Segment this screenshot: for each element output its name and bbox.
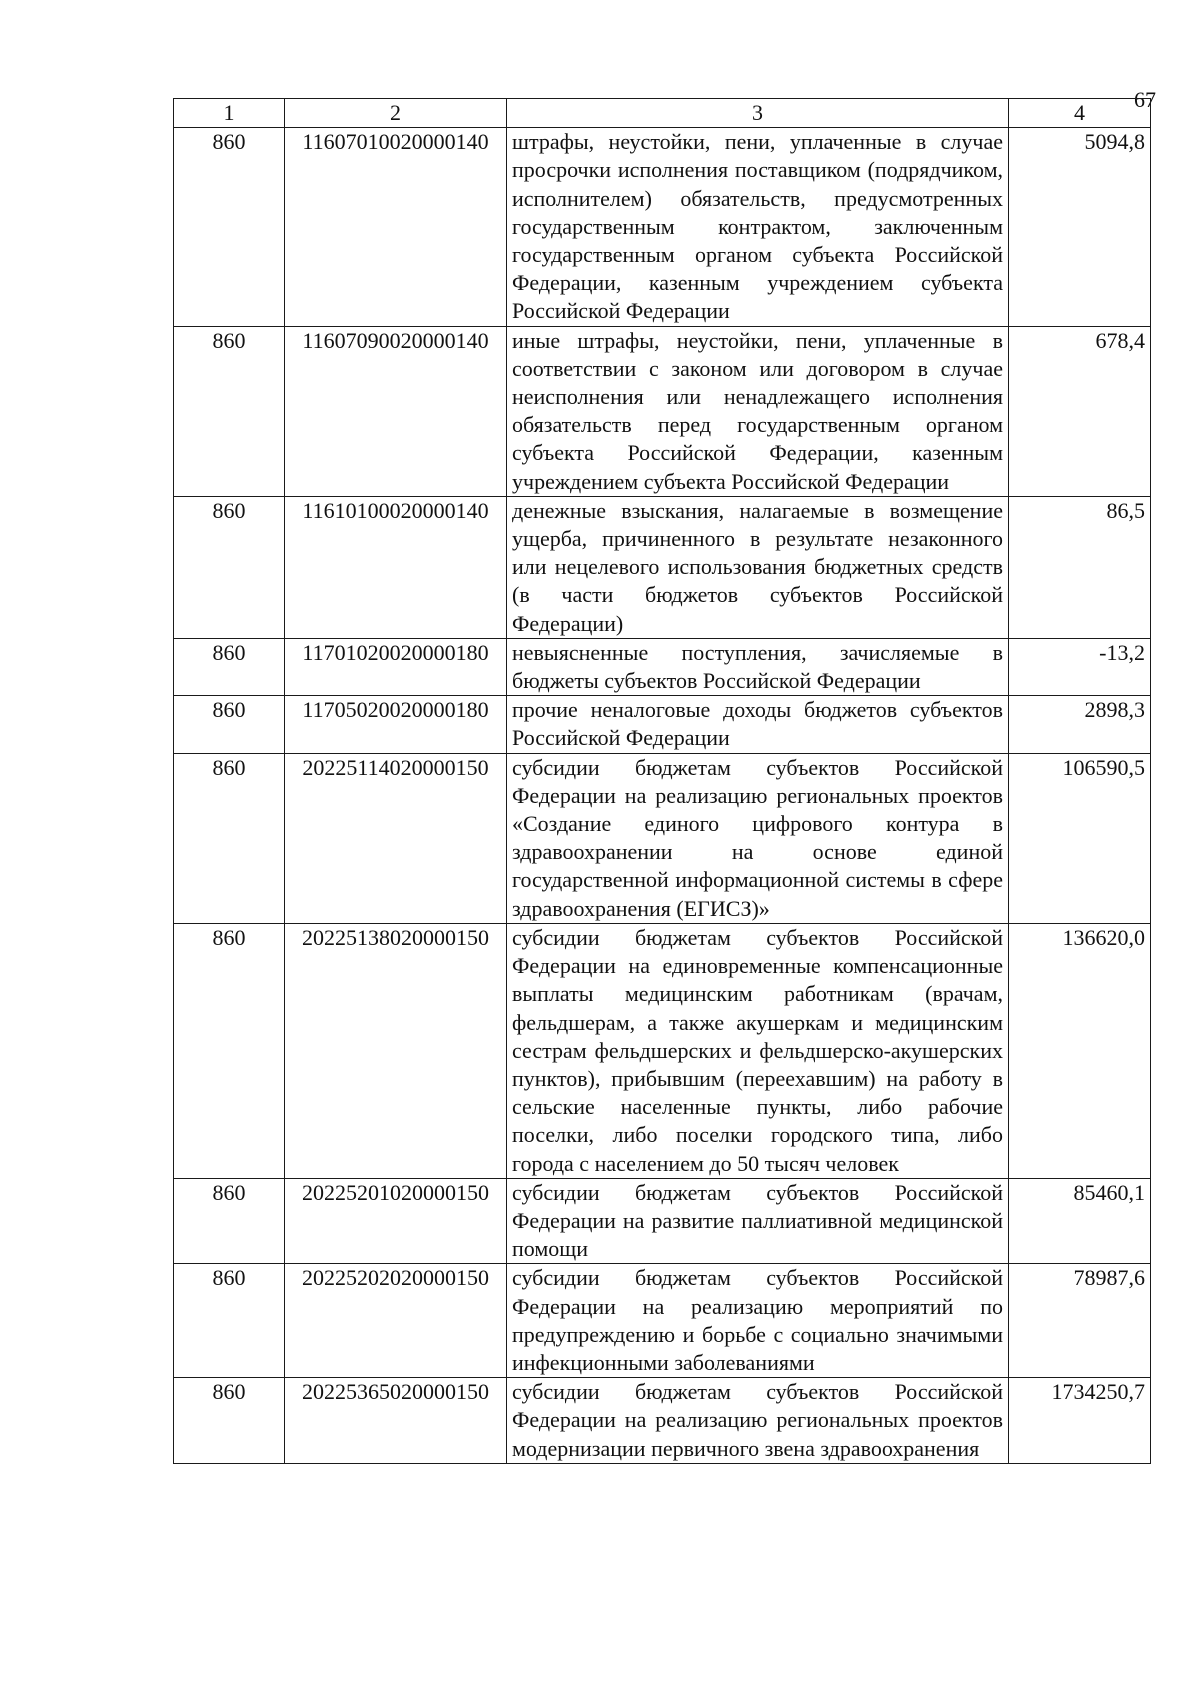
table-row: [174, 326, 1151, 496]
column-header-3: 3: [507, 99, 1009, 128]
table-header-row: [174, 99, 1151, 128]
budget-code-cell: 20225365020000150: [285, 1378, 507, 1464]
admin-code-cell: 860: [174, 638, 285, 695]
admin-code-cell: 860: [174, 1264, 285, 1378]
budget-code-cell: 11610100020000140: [285, 496, 507, 638]
table-row: [174, 496, 1151, 638]
amount-cell: 1734250,7: [1009, 1378, 1151, 1464]
amount-cell: 86,5: [1009, 496, 1151, 638]
budget-code-cell: 11705020020000180: [285, 696, 507, 753]
table-row: [174, 128, 1151, 326]
column-header-4: 4: [1009, 99, 1151, 128]
budget-code-cell: 11607090020000140: [285, 326, 507, 496]
column-header-1: 1: [174, 99, 285, 128]
table-row: [174, 1378, 1151, 1464]
admin-code-cell: 860: [174, 326, 285, 496]
revenue-name-cell: субсидии бюджетам субъектов Российской Федерации на реализацию мероприятий по предупреждению и борьбе с социально значимыми инфекционными заболеваниями: [507, 1264, 1009, 1378]
amount-cell: 136620,0: [1009, 923, 1151, 1178]
admin-code-cell: 860: [174, 1178, 285, 1264]
amount-cell: 78987,6: [1009, 1264, 1151, 1378]
budget-code-cell: 20225202020000150: [285, 1264, 507, 1378]
revenue-name-cell: денежные взыскания, налагаемые в возмещение ущерба, причиненного в результате незаконного или нецелевого использования бюджетных средств (в части бюджетов субъектов Российской Федерации): [507, 496, 1009, 638]
admin-code-cell: 860: [174, 128, 285, 326]
budget-code-cell: 20225114020000150: [285, 753, 507, 923]
table-row: [174, 753, 1151, 923]
revenue-name-cell: прочие неналоговые доходы бюджетов субъектов Российской Федерации: [507, 696, 1009, 753]
revenue-name-cell: невыясненные поступления, зачисляемые в бюджеты субъектов Российской Федерации: [507, 638, 1009, 695]
column-header-2: 2: [285, 99, 507, 128]
amount-cell: 678,4: [1009, 326, 1151, 496]
table-row: [174, 1178, 1151, 1264]
revenue-name-cell: субсидии бюджетам субъектов Российской Федерации на единовременные компенсационные выплаты медицинским работникам (врачам, фельдшерам, а также акушеркам и медицинским сестрам фельдшерских и фельдшерско-акушерских пунктов), прибывшим (переехавшим) на работу в сельские населенные пункты, либо рабочие поселки, либо поселки городского типа, либо города с населением до 50 тысяч человек: [507, 923, 1009, 1178]
table-row: [174, 638, 1151, 695]
budget-revenue-table: [173, 98, 1151, 1464]
revenue-name-cell: субсидии бюджетам субъектов Российской Федерации на реализацию региональных проектов модернизации первичного звена здравоохранения: [507, 1378, 1009, 1464]
budget-code-cell: 11701020020000180: [285, 638, 507, 695]
amount-cell: -13,2: [1009, 638, 1151, 695]
revenue-name-cell: субсидии бюджетам субъектов Российской Федерации на реализацию региональных проектов «Создание единого цифрового контура в здравоохранении на основе единой государственной информационной системы в сфере здравоохранения (ЕГИСЗ)»: [507, 753, 1009, 923]
admin-code-cell: 860: [174, 496, 285, 638]
amount-cell: 106590,5: [1009, 753, 1151, 923]
revenue-name-cell: иные штрафы, неустойки, пени, уплаченные в соответствии с законом или договором в случае неисполнения или ненадлежащего исполнения обязательств перед государственным органом субъекта Российской Федерации, казенным учреждением субъекта Российской Федерации: [507, 326, 1009, 496]
amount-cell: 5094,8: [1009, 128, 1151, 326]
amount-cell: 2898,3: [1009, 696, 1151, 753]
admin-code-cell: 860: [174, 753, 285, 923]
table-row: [174, 696, 1151, 753]
admin-code-cell: 860: [174, 696, 285, 753]
admin-code-cell: 860: [174, 1378, 285, 1464]
table-row: [174, 923, 1151, 1178]
amount-cell: 85460,1: [1009, 1178, 1151, 1264]
budget-code-cell: 11607010020000140: [285, 128, 507, 326]
table-row: [174, 1264, 1151, 1378]
admin-code-cell: 860: [174, 923, 285, 1178]
revenue-name-cell: штрафы, неустойки, пени, уплаченные в случае просрочки исполнения поставщиком (подрядчиком, исполнителем) обязательств, предусмотренных государственным контрактом, заключенным государственным органом субъекта Российской Федерации, казенным учреждением субъекта Российской Федерации: [507, 128, 1009, 326]
revenue-name-cell: субсидии бюджетам субъектов Российской Федерации на развитие паллиативной медицинской помощи: [507, 1178, 1009, 1264]
budget-code-cell: 20225138020000150: [285, 923, 507, 1178]
budget-code-cell: 20225201020000150: [285, 1178, 507, 1264]
page-number: 67: [1134, 87, 1156, 112]
